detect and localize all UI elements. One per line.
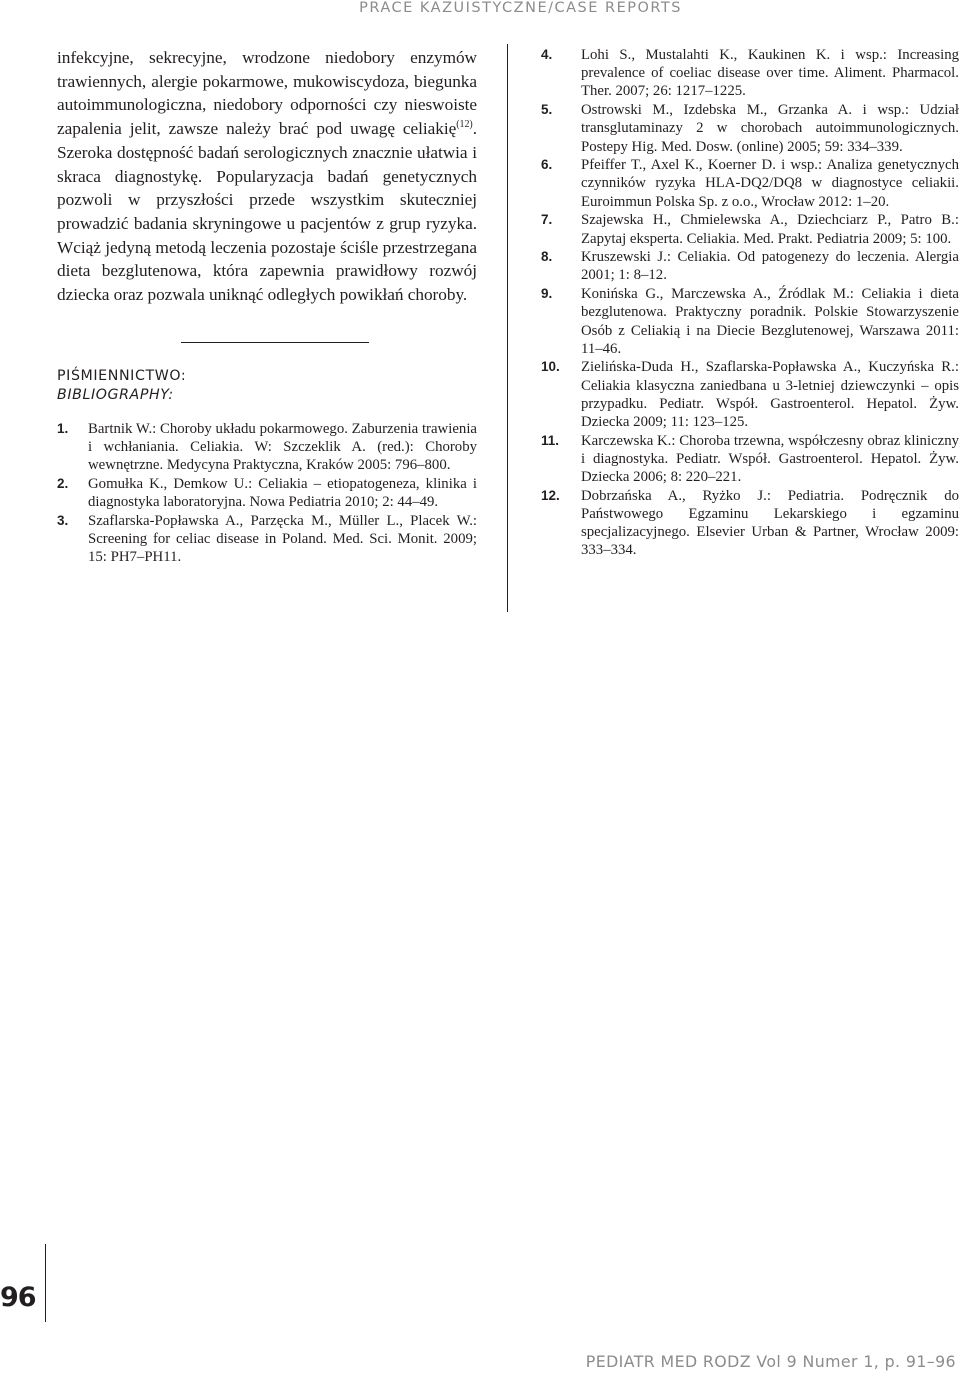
- reference-item: [541, 285, 959, 358]
- paragraph-text-start: infekcyjne, sekrecyjne, wrodzone niedobory enzymów trawiennych, alergie pokarmowe, mukowiscydoza, biegunka autoimmunologiczna, niedobory odporności czy nieswoiste zapalenia jelit, zawsze należy brać pod uwagę celiakię: [57, 48, 477, 139]
- reference-list-left: [57, 420, 477, 567]
- reference-item: [541, 156, 959, 211]
- reference-number: 11.: [541, 432, 560, 448]
- reference-item: [541, 358, 959, 431]
- page-number-rule: [45, 1244, 46, 1322]
- reference-item: [57, 512, 477, 567]
- reference-item: [541, 46, 959, 101]
- reference-item: [541, 101, 959, 156]
- bibliography-heading-en: BIBLIOGRAPHY:: [57, 386, 174, 403]
- reference-text: Kruszewski J.: Celiakia. Od patogenezy do leczenia. Alergia 2001; 1: 8–12.: [581, 249, 959, 284]
- reference-item: [57, 475, 477, 511]
- reference-item: [541, 487, 959, 560]
- left-column: [57, 46, 477, 566]
- reference-number: 10.: [541, 359, 560, 375]
- reference-number: 12.: [541, 487, 560, 503]
- column-separator: [507, 44, 508, 612]
- journal-footer: PEDIATR MED RODZ Vol 9 Numer 1, p. 91–96: [585, 1352, 956, 1371]
- reference-number: 5.: [541, 102, 553, 118]
- reference-text: Karczewska K.: Choroba trzewna, współczesny obraz kliniczny i diagnostyka. Pediatr. Współ. Gastroenterol. Hepatol. Żyw. Dziecka 2006; 8: 220–221.: [581, 432, 959, 486]
- reference-item: [541, 211, 959, 247]
- reference-text: Bartnik W.: Choroby układu pokarmowego. Zaburzenia trawienia i wchłaniania. Celiakia. W: Szczeklik A. (red.): Choroby wewnętrzne. Medycyna Praktyczna, Kraków 2005: 796–800.: [88, 420, 477, 474]
- reference-text: Pfeiffer T., Axel K., Koerner D. i wsp.: Analiza genetycznych czynników ryzyka HLA-DQ2/DQ8 w diagnostyce celiakii. Euroimmun Polska Sp. z o.o., Wrocław 2012: 1–20.: [581, 157, 959, 210]
- reference-item: [541, 248, 959, 284]
- reference-number: 4.: [541, 47, 553, 62]
- reference-number: 2.: [57, 475, 69, 491]
- citation-superscript: (12): [456, 119, 473, 131]
- body-paragraph: [57, 46, 477, 307]
- reference-text: Gomułka K., Demkow U.: Celiakia – etiopatogeneza, klinika i diagnostyka laboratoryjna. Nowa Pediatria 2010; 2: 44–49.: [88, 475, 477, 511]
- reference-number: 9.: [541, 286, 553, 302]
- page-number: 96: [0, 1282, 36, 1313]
- reference-number: 3.: [57, 512, 69, 528]
- reference-number: 6.: [541, 157, 553, 173]
- section-divider: [181, 342, 369, 343]
- reference-list-right: [541, 46, 959, 560]
- section-header: PRACE KAZUISTYCZNE/CASE REPORTS: [359, 0, 682, 16]
- reference-number: 1.: [57, 420, 69, 436]
- reference-text: Zielińska-Duda H., Szaflarska-Popławska A., Kuczyńska R.: Celiakia klasyczna zaniedbana u 3-letniej dziewczynki – opis przypadku. Pediatr. Współ. Gastroenterol. Hepatol. Żyw. Dziecka 2009; 11: 123–125.: [581, 359, 959, 431]
- paragraph-text-end: . Szeroka dostępność badań serologicznych znacznie ułatwia i skraca diagnostykę. Popularyzacja badań genetycznych pozwoli w przyszłości przede wszystkim skuteczniej prowadzić badania skryningowe u pacjentów z grup ryzyka. Wciąż jedyną metodą leczenia pozostaje ściśle przestrzegana dieta bezglutenowa, która zapewnia prawidłowy rozwój dziecka oraz pozwala uniknąć odległych powikłań choroby.: [57, 119, 477, 305]
- bibliography-heading: [57, 367, 477, 405]
- reference-text: Szajewska H., Chmielewska A., Dziechciarz P., Patro B.: Zapytaj eksperta. Celiakia. Med. Prakt. Pediatria 2009; 5: 100.: [581, 212, 959, 247]
- right-column: [541, 46, 959, 560]
- reference-text: Szaflarska-Popławska A., Parzęcka M., Müller L., Placek W.: Screening for celiac disease in Poland. Med. Sci. Monit. 2009; 15: PH7–PH11.: [88, 512, 477, 566]
- bibliography-heading-pl: PIŚMIENNICTWO:: [57, 367, 187, 384]
- reference-text: Dobrzańska A., Ryżko J.: Pediatria. Podręcznik do Państwowego Egzaminu Lekarskiego i egzaminu specjalizacyjnego. Elsevier Urban & Partner, Wrocław 2009: 333–334.: [581, 487, 959, 559]
- reference-text: Lohi S., Mustalahti K., Kaukinen K. i wsp.: Increasing prevalence of coeliac disease over time. Aliment. Pharmacol. Ther. 2007; 26: 1217–1225.: [581, 47, 959, 100]
- reference-text: Konińska G., Marczewska A., Źródlak M.: Celiakia i dieta bezglutenowa. Praktyczny poradnik. Polskie Stowarzyszenie Osób z Celiakią i na Diecie Bezglutenowej, Warszawa 2011: 11–46.: [581, 286, 959, 357]
- reference-item: [541, 432, 959, 487]
- reference-number: 8.: [541, 249, 553, 265]
- reference-item: [57, 420, 477, 475]
- reference-text: Ostrowski M., Izdebska M., Grzanka A. i wsp.: Udział transglutaminazy 2 w chorobach autoimmunologicznych. Postepy Hig. Med. Dosw. (online) 2005; 59: 334–339.: [581, 102, 959, 155]
- reference-number: 7.: [541, 212, 553, 228]
